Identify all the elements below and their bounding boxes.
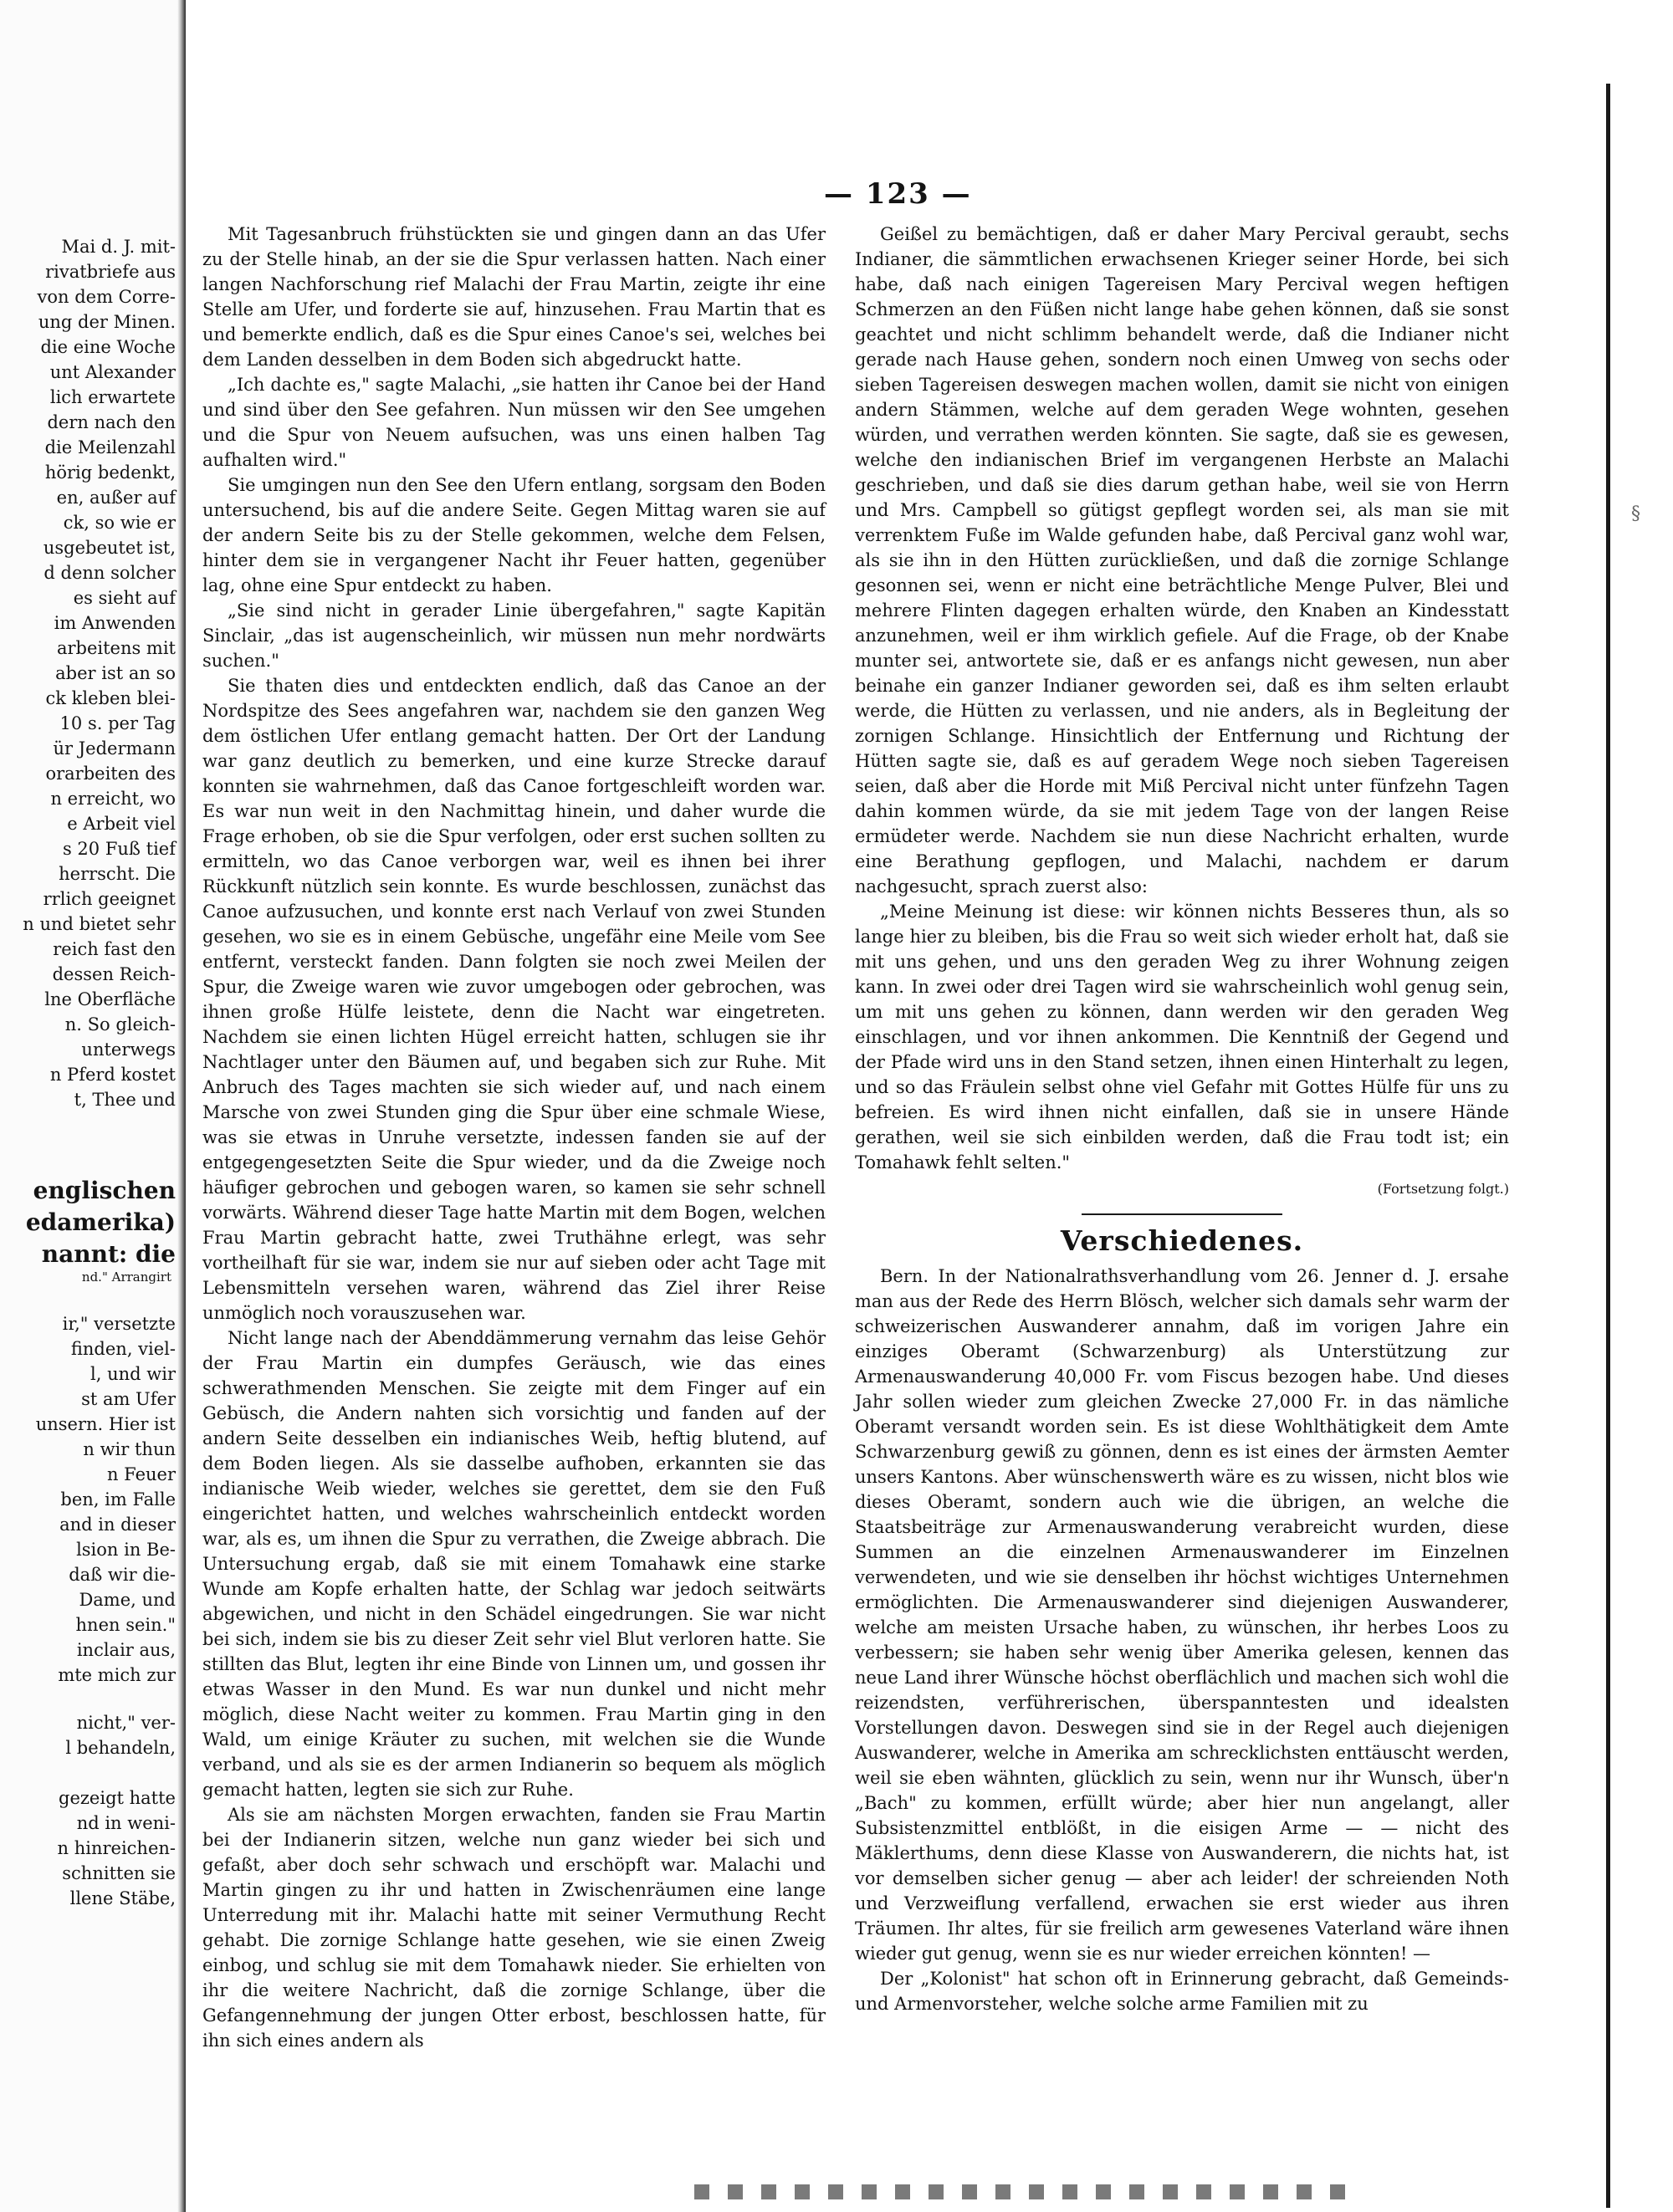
left-page-line: finden, viel- [70,1339,176,1359]
left-page-line: n. So gleich- [64,1014,176,1034]
left-page-line: l behandeln, [65,1738,176,1758]
left-page-line: e Arbeit viel [67,814,176,834]
left-page-line: usgebeutet ist, [43,538,176,558]
left-page-line: mte mich zur [58,1665,176,1685]
left-page-text-bottom [0,1710,176,1911]
left-page-line: unsern. Hier ist [35,1414,176,1434]
left-page-line: n Pferd kostet [49,1065,176,1085]
left-page-line: n und bietet sehr [23,914,176,934]
left-page-fragment [0,0,179,2212]
left-page-line: dern nach den [47,412,176,432]
left-page-heading [0,1175,176,1270]
column-left [202,222,826,2162]
paragraph: Sie umgingen nun den See den Ufern entlang, sorgsam den Boden untersuchend, bis auf die andere Seite. Gegen Mittag waren sie auf der andern Seite bis zu der Stelle gekommen, welche dem Felsen, hinter dem sie in vergangener Nacht ihr Feuer hatten, gegenüber lag, ohne eine Spur entdeckt zu haben. [202,475,826,595]
left-page-line: herrscht. Die [59,864,176,884]
left-page-line: edamerika) [25,1208,176,1236]
left-page-line: st am Ufer [81,1389,176,1409]
left-page-line: reich fast den [53,939,176,959]
left-page-line: orarbeiten des [45,764,176,784]
page-fold-shadow [177,0,186,2212]
left-page-line: t, Thee und [74,1090,176,1110]
left-page-line: von dem Corre- [37,287,176,307]
left-page-line: die eine Woche [40,337,176,357]
left-page-line: ür Jedermann [53,738,176,759]
section-heading: Verschiedenes. [1060,1224,1304,1257]
paragraph: Der „Kolonist" hat schon oft in Erinnerung gebracht, daß Gemeinds- und Armenvorsteher, welche solche arme Familien mit zu [855,1969,1509,2014]
left-page-line: nicht," ver- [76,1713,176,1733]
paragraph: Mit Tagesanbruch frühstückten sie und gingen dann an das Ufer zu der Stelle hinab, an der sie die Spur verlassen hatten. Nach einer langen Nachforschung rief Malachi der Frau Martin, zeigte ihr eine Stelle am Ufer, und forderte sie auf, hinzusehen. Frau Martin that es und bemerkte endlich, daß es die Spur eines Canoe's sei, welches bei dem Landen desselben in dem Boden sich abgedruckt hatte. [202,224,826,370]
column-right [855,222,1509,2170]
left-page-line: englischen [33,1177,176,1204]
left-page-line: ck, so wie er [63,513,176,533]
left-page-line: es sieht auf [73,588,176,608]
left-page-line: rrlich geeignet [43,889,176,909]
left-page-line: n hinreichen- [57,1838,176,1858]
left-page-line: Mai d. J. mit- [61,237,176,257]
left-page-line: d denn solcher [43,563,176,583]
left-page-text-top [0,234,176,1112]
left-page-line: nannt: die [41,1240,176,1268]
left-page-line: unterwegs [81,1040,176,1060]
left-page-line: n Feuer [106,1464,176,1484]
left-page-line: l, und wir [90,1364,176,1384]
left-page-line: lich erwartete [49,387,176,407]
paragraph: Bern. In der Nationalrathsverhandlung vom 26. Jenner d. J. ersahe man aus der Rede des Herrn Blösch, welcher sich damals sehr warm der schweizerischen Auswanderer annahm, daß im vorigen Jahre ein einziges Oberamt (Schwarzenburg) als Unterstützung zur Armenauswanderung 40,000 Fr. vom Fiscus bezogen habe. Und dieses Jahr sollen wieder zum gleichen Zwecke 27,000 Fr. in das nämliche Oberamt versandt worden sein. Es ist diese Wohlthätigkeit dem Amte Schwarzenburg gewiß zu gönnen, denn es ist eines der ärmsten Aemter unsers Kantons. Aber wünschenswerth wäre es zu wissen, nicht blos wie dieses Oberamt, sondern auch wie die übrigen, an welche die Staatsbeiträge zur Armenauswanderung verabreicht wurden, diese Summen an die einzelnen Armenauswanderer im Einzelnen verwendeten, und wie sie denselben ihr höchst wichtiges Unternehmen ermöglichten. Die Armenauswanderer sind diejenigen Auswanderer, welche am meisten Ursache haben, zu wünschen, ihr herbes Loos zu verbessern; sie haben sehr wenig über Amerika gelesen, kennen das neue Land ihrer Wünsche höchst oberflächlich und machen sich wohl die reizendsten, verführerischen, überspanntesten und idealsten Vorstellungen davon. Deswegen sind sie in der Regel auch diejenigen Auswanderer, welche in Amerika am schrecklichsten enttäuscht werden, weil sie eben wähnten, glücklich zu sein, wenn nur ihr Wunsch, über'n „Bach" zu kommen, erfüllt würde; aber hier nun angelangt, aller Subsistenzmittel entblößt, in die eisigen Arme — — nicht des Mäklerthums, denn diese Klasse von Auswanderern, die nichts hat, ist vor demselben sicher genug — aber ach leider! der schreienden Noth und Verzweiflung verfallend, erwachen sie erst wieder aus ihren Träumen. Ihr altes, für sie freilich arm gewesenes Vaterland wäre ihnen wieder gut genug, wenn sie es nur wieder erreichen könnten! — [855,1266,1509,1964]
left-page-line: ir," versetzte [62,1314,176,1334]
continuation-note: (Fortsetzung folgt.) [1377,1181,1509,1197]
page-edge-line [1606,84,1610,2208]
left-page-line: lne Oberfläche [44,989,176,1009]
paragraph: Sie thaten dies und entdeckten endlich, daß das Canoe an der Nordspitze des Sees angefahren war, nachdem sie den ganzen Weg dem östlichen Ufer entlang gemacht hatten. Der Ort der Landung war ganz deutlich zu bemerken, und eine kurze Strecke darauf konnten sie wahrnehmen, daß das Canoe fortgeschleift worden war. Es war nun weit in den Nachmittag hinein, und daher wurde die Frage erhoben, ob sie die Spur verfolgen, oder erst suchen sollten zu ermitteln, wo das Canoe verborgen war, weil es ihnen bei ihrer Rückkunft nützlich sein konnte. Es wurde beschlossen, zunächst das Canoe aufzusuchen, und konnte erst nach Verlauf von zwei Stunden gesehen, wo sie es in einem Gebüsche, ungefähr eine Meile vom See entfernt, versteckt fanden. Dann folgten sie noch zwei Meilen der Spur, die Zweige waren wie zuvor umgebogen oder gebrochen, was ihnen große Hülfe leistete, denn die Nacht war eingetreten. Nachdem sie einen lichten Hügel erreicht hatten, schlugen sie ihr Nachtlager unter den Bäumen auf, und begaben sich zur Ruhe. Mit Anbruch des Tages machten sie sich wieder auf, und nach einem Marsche von zwei Stunden ging die Spur über eine schmale Wiese, was sie etwas in Unruhe versetzte, indessen fanden sie auf der entgegengesetzten Seite die Spur wieder, und da die Zweige noch häufiger gebrochen und gebogen waren, so kamen sie sehr schnell vorwärts. Während dieser Tage hatte Martin mit dem Bogen, welchen Frau Martin gebracht hatte, zwei Truthähne erlegt, was sehr vortheilhaft für sie war, indem sie nur auf sieben oder acht Tage mit Lebensmitteln versehen waren, während das Ziel ihrer Reise unmöglich noch vorauszusehen war. [202,676,826,1323]
margin-mark-icon: § [1631,503,1640,524]
left-page-line: unt Alexander [49,362,176,382]
paragraph: „Sie sind nicht in gerader Linie übergefahren," sagte Kapitän Sinclair, „das ist augenscheinlich, wir müssen nun mehr nordwärts suchen." [202,600,826,671]
bottom-scan-smudge [694,2184,1363,2199]
paragraph: „Meine Meinung ist diese: wir können nichts Besseres thun, als so lange hier zu bleiben, bis die Frau so weit sich wieder erholt hat, daß sie mit uns gehen, und uns den geraden Weg zu ihrer Wohnung zeigen kann. In zwei oder drei Tagen wird sie wahrscheinlich wohl genug sein, um mit uns gehen zu können, dann werden wir den geraden Weg einschlagen, und vor ihnen ankommen. Die Kenntniß der Gegend und der Pfade wird uns in den Stand setzen, ihnen einen Hinterhalt zu legen, und so das Fräulein selbst ohne viel Gefahr mit Gottes Hülfe für uns zu befreien. Es wird ihnen nicht einfallen, daß sie in unsere Hände gerathen, weil sie sich einbilden werden, daß die Frau todt ist; ein Tomahawk fehlt selten." [855,902,1509,1172]
left-page-line: dessen Reich- [52,964,176,984]
left-page-line: llene Stäbe, [69,1888,176,1908]
left-page-small-note: nd." Arrangirt [81,1269,171,1285]
left-page-line: ck kleben blei- [45,688,176,708]
left-page-line: hörig bedenkt, [44,462,176,483]
page-number: — 123 — [824,177,972,211]
left-page-line: nd in weni- [76,1813,176,1833]
left-page-line: en, außer auf [56,488,176,508]
left-page-line: lsion in Be- [76,1540,176,1560]
left-page-line: schnitten sie [62,1863,176,1883]
left-page-line: Dame, und [79,1590,176,1610]
left-page-line: im Anwenden [54,613,176,633]
left-page-line [0,1760,176,1785]
left-page-line: daß wir die- [69,1565,176,1585]
left-page-line: 10 s. per Tag [59,713,176,733]
left-page-line: ben, im Falle [60,1489,176,1510]
left-page-text-middle [0,1311,176,1688]
paragraph: Als sie am nächsten Morgen erwachten, fanden sie Frau Martin bei der Indianerin sitzen, welche nun ganz wieder bei sich und gefaßt, aber doch sehr schwach und erschöpft war. Malachi und Martin gingen zu ihr und hatten in Zwischenräumen eine lange Unterredung mit ihr. Malachi hatte mit seiner Vermuthung Recht gehabt. Die zornige Schlange hatte gesehen, wie sie einen Zweig einbog, und schlug sie mit dem Tomahawk nieder. Sie erhielten von ihr die weitere Nachricht, daß die zornige Schlange, über die Gefangennehmung der jungen Otter erbost, beschlossen hatte, für ihn sich eines andern als [202,1805,826,2051]
left-page-line: hnen sein." [75,1615,176,1635]
left-page-line: aber ist an so [55,663,176,683]
left-page-line: n erreicht, wo [50,789,176,809]
left-page-line: arbeitens mit [56,638,176,658]
left-page-line: rivatbriefe aus [45,262,176,282]
paragraph: „Ich dachte es," sagte Malachi, „sie hatten ihr Canoe bei der Hand und sind über den See gefahren. Nun müssen wir den See umgehen und die Spur von Neuem aufsuchen, was uns einen halben Tag aufhalten wird." [202,375,826,470]
left-page-line: gezeigt hatte [59,1788,176,1808]
left-page-line: die Meilenzahl [44,437,176,457]
paragraph: Geißel zu bemächtigen, daß er daher Mary Percival geraubt, sechs Indianer, die sämmtlichen erwachsenen Krieger seiner Horde, bei sich habe, daß nach einigen Tagereisen Mary Percival wegen heftigen Schmerzen an den Füßen nicht lange habe gehen können, daß sie sonst geachtet und nicht schlimm behandelt werde, daß die Indianer nicht gerade nach Hause gehen, sondern noch einen Umweg von sechs oder sieben Tagereisen deswegen machen wollen, damit sie nicht von einigen andern Stämmen, welche auf dem geraden Wege wohnten, gesehen würden, und verrathen werden könnten. Sie sagte, daß sie es gewesen, welche den indianischen Brief im vergangenen Herbste an Malachi geschrieben, und daß sie dies darum gethan habe, weil sie von Herrn und Mrs. Campbell so gütigst gepflegt worden sei, als man sie mit verrenktem Fuße im Walde gefunden habe, daß Percival ganz wohl war, als sie ihn in den Hütten zurückließen, und daß die zornige Schlange gesonnen sei, wenn er nicht eine beträchtliche Menge Pulver, Blei und mehrere Flinten dagegen erhalten würde, den Knaben an Kindesstatt anzunehmen, weil er ihm wirklich gefiele. Auf die Frage, ob der Knabe munter sei, antwortete sie, daß er es anfangs nicht gewesen, nun aber beinahe ein ganzer Indianer geworden sei, daß es ihm selten erlaubt werde, die Hütten zu verlassen, und nie anders, als in Begleitung der zornigen Schlange. Hinsichtlich der Entfernung und Richtung der Hütten sagte sie, daß es auf geradem Wege noch sieben Tagereisen seien, daß aber die Horde mit Miß Percival nicht unter fünfzehn Tagen dahin kommen würde, da sie mit jedem Tage von der langen Reise ermüdeter werde. Nachdem sie nun diese Nachricht erhalten, wurde eine Berathung gepflogen, und Malachi, nachdem er darum nachgesucht, sprach zuerst also: [855,224,1509,897]
left-page-line: ung der Minen. [38,312,176,332]
left-page-line: and in dieser [59,1515,176,1535]
paragraph: Nicht lange nach der Abenddämmerung vernahm das leise Gehör der Frau Martin ein dumpfes Geräusch, wie das eines schwerathmenden Menschen. Sie zeigte mit dem Finger auf ein Gebüsch, die Andern nahten sich vorsichtig und fanden auf der andern Seite desselben ein indianisches Weib, heftig blutend, auf dem Boden liegen. Als sie dasselbe aufhoben, erkannten sie das indianische Weib wieder, welches sie gerettet, dem sie den Fuß eingerichtet hatten, und welches wahrscheinlich entdeckt worden war, als es, um ihnen die Spur zu verrathen, die Zweige abbrach. Die Untersuchung ergab, daß sie mit einem Tomahawk eine starke Wunde am Kopfe erhalten hatte, der Schlag war jedoch seitwärts abgewichen, und nicht in den Schädel eingedrungen. Sie war nicht bei sich, indem sie bis zu dieser Zeit sehr viel Blut verloren hatte. Sie stillten das Blut, legten ihr eine Binde von Linnen um, und gossen ihr etwas Wasser in den Mund. Es war nun dunkel und nicht mehr möglich, diese Nacht weiter zu kommen. Frau Martin ging in den Wald, um einige Kräuter zu suchen, mit welchen sie die Wunde verband, und als sie es der armen Indianerin so bequem als möglich gemacht hatten, legten sie sich zur Ruhe. [202,1328,826,1800]
section-divider [1082,1213,1282,1215]
left-page-line: n wir thun [83,1439,176,1459]
left-page-line: inclair aus, [76,1640,176,1660]
left-page-line: s 20 Fuß tief [62,839,176,859]
